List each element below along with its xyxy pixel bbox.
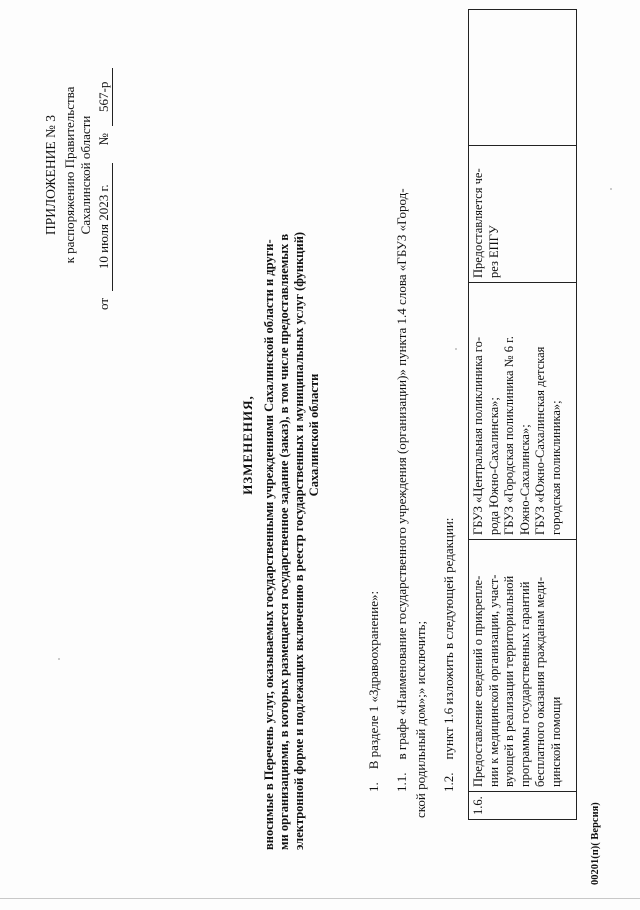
item-1-1-line-1: 1.1. в графе «Наименование государственного учреждения (организации)» пункта 1.4 слова «ГБУЗ «Город- bbox=[394, 188, 409, 792]
appendix-date-line bbox=[96, 40, 113, 310]
institution-line: ГБУЗ «Городская поликлиника № 6 г. bbox=[502, 336, 516, 535]
appendix-block bbox=[40, 40, 113, 310]
number-label: № bbox=[96, 133, 111, 146]
heading-line-1: вносимые в Перечень услуг, оказываемых государственными учреждениями Сахалинской области и други- bbox=[262, 239, 276, 850]
service-line: вующей в реализации территориальной bbox=[502, 575, 516, 787]
delivery-line: рез ЕПГУ bbox=[486, 225, 501, 278]
delivery-method-cell bbox=[469, 146, 577, 283]
institution-line: Южно-Сахалинска»; bbox=[517, 424, 532, 535]
service-line: бесплатного оказания гражданам меди- bbox=[533, 576, 547, 787]
scan-speck bbox=[610, 188, 612, 190]
from-label: от bbox=[96, 297, 111, 310]
institution-line: рода Южно-Сахалинска»; bbox=[486, 397, 501, 535]
institution-line: ГБУЗ «Центральная поликлиника го- bbox=[471, 337, 485, 535]
institution-line: городская поликлиника»; bbox=[548, 400, 563, 535]
table-row bbox=[469, 10, 577, 820]
heading-line-4: Сахалинской области bbox=[307, 373, 321, 497]
institution-line: ГБУЗ «Южно-Сахалинская детская bbox=[533, 346, 547, 535]
appendix-decree-line: к распоряжению Правительства bbox=[62, 86, 77, 264]
delivery-line: Предоставляется че- bbox=[471, 168, 485, 278]
document-heading bbox=[262, 20, 322, 850]
heading-line-3: электронной форме и подлежащих включению в реестр государственных и муниципальных услуг (функций) bbox=[292, 231, 306, 850]
item-number-cell: 1.6. bbox=[469, 792, 577, 820]
heading-line-2: ми организациями, в которых размещается государственное задание (заказ), в том числе предоставляемых в bbox=[277, 233, 291, 850]
scan-edge-line bbox=[0, 898, 640, 899]
scan-speck bbox=[455, 348, 457, 350]
institution-cell bbox=[469, 283, 577, 540]
footer-code: 00201(п)( Версия) bbox=[590, 802, 601, 885]
decree-date: 10 июля 2023 г. bbox=[96, 163, 113, 291]
item-1-1-line-2: ской родильный дом»;» исключить; bbox=[413, 620, 428, 818]
section-item-1: 1. В разделе 1 «Здравоохранение»: bbox=[366, 590, 381, 792]
service-name-cell bbox=[469, 540, 577, 792]
service-line: Предоставление сведений о прикрепле- bbox=[471, 575, 485, 787]
item-1-2: 1.2. пункт 1.6 изложить в следующей редакции: bbox=[441, 517, 456, 792]
service-line: программы государственных гарантий bbox=[517, 581, 532, 787]
scan-speck bbox=[58, 658, 60, 660]
appendix-number: ПРИЛОЖЕНИЕ № 3 bbox=[43, 114, 58, 236]
service-line: цинской помощи bbox=[548, 696, 563, 787]
service-line: нии к медицинской организации, участ- bbox=[486, 574, 501, 787]
appendix-region-line: Сахалинской области bbox=[78, 115, 93, 235]
decree-number: 567-р bbox=[96, 68, 113, 126]
document-title: ИЗМЕНЕНИЯ, bbox=[240, 395, 255, 495]
empty-cell bbox=[469, 10, 577, 146]
services-table bbox=[468, 9, 577, 820]
